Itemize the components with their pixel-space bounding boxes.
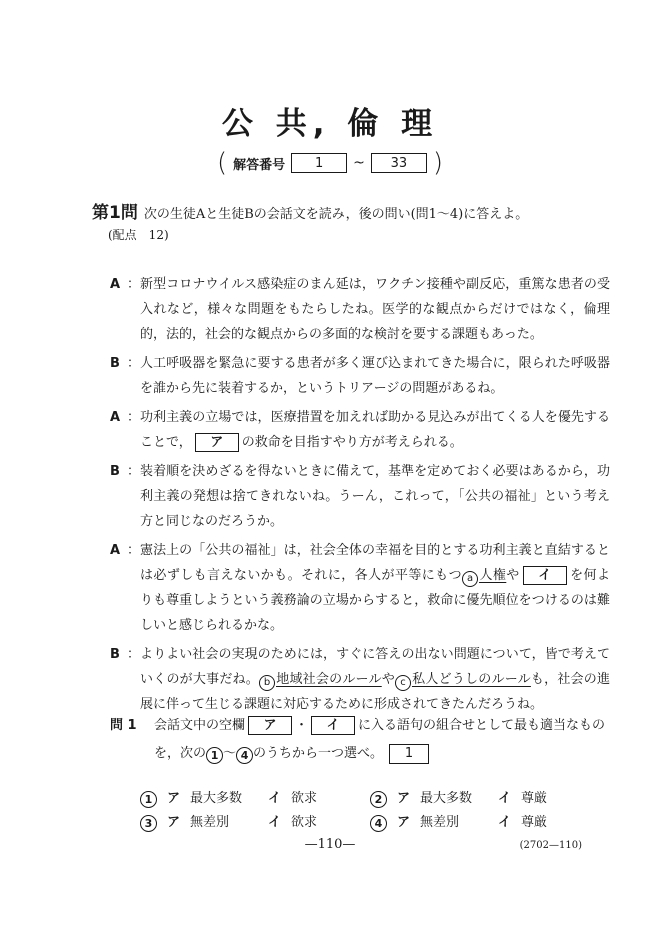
choice-label-i: イ — [498, 815, 512, 830]
choice-row — [140, 811, 580, 835]
sub-question-range-sep: ～ — [223, 746, 237, 761]
dialogue-text — [140, 538, 610, 638]
choice-label-a: ア — [167, 815, 181, 830]
choice-option[interactable] — [140, 811, 370, 835]
choice-value-i: 尊厳 — [521, 791, 548, 806]
choice-label-a: ア — [167, 791, 181, 806]
dialogue-text: 装着順を決めざるを得ないときに備えて，基準を定めておく必要はあるから，功利主義の発想は捨てきれないね。うーん，これって，「公共の福祉」という考え方と同じなのだろうか。 — [140, 464, 610, 529]
choice-option[interactable] — [140, 787, 370, 811]
choices — [140, 787, 580, 835]
sub-question-text-part: のうちから一つ選べ。 — [253, 746, 384, 761]
dialogue-line: A ： 憲法上の「公共の福祉」は，社会全体の幸福を目的とする功利主義と直結するとは必ずしも言えないかも。それに，各人が平等にもつ a 人権や イ を何よりも尊重しようという義務論の立場からすると，救命に優先順位をつけるのは難しいと感じられるかな。 — [110, 538, 610, 638]
choice-label-i: イ — [268, 791, 282, 806]
question-heading — [92, 202, 612, 226]
dialogue-text: 新型コロナウイルス感染症のまん延は，ワクチン接種や副反応，重篤な患者の受入れなど，様々な問題をもたらしたね。医学的な観点からだけではなく，倫理的，法的，社会的な観点からの多面的な検討を要する課題もあった。 — [140, 277, 610, 342]
question-instruction: 次の生徒Aと生徒Bの会話文を読み，後の問い(問1～4)に答えよ。 — [143, 207, 529, 222]
underlined-term: 私人どうしのルール — [411, 672, 531, 687]
dialogue-line: A ： 新型コロナウイルス感染症のまん延は，ワクチン接種や副反応，重篤な患者の受入れなど，様々な問題をもたらしたね。医学的な観点からだけではなく，倫理的，法的，社会的な観点からの多面的な検討を要する課題もあった。 — [110, 272, 610, 347]
dialogue-text-part: 憲法上の「公共の福祉」は，社会全体の幸福を目的とする功利主義と直結するとは必ずしも言えないかも。それに，各人が平等にもつ — [140, 543, 610, 583]
choice-option[interactable] — [370, 811, 600, 835]
choice-value-i: 欲求 — [291, 815, 318, 830]
dialogue-line: A ： 功利主義の立場では，医療措置を加えれば助かる見込みが出てくる人を優先することで， ア の救命を目指すやり方が考えられる。 — [110, 405, 610, 455]
sub-question-1 — [110, 712, 610, 768]
dialogue-text-part: 功利主義の立場では，医療措置を加えれば助かる見込みが出てくる人を優先することで， — [140, 410, 610, 450]
choice-value-a: 無差別 — [190, 815, 230, 830]
dialogue-text-part: の救命を目指すやり方が考えられる。 — [241, 435, 463, 450]
answer-range-end: 33 — [371, 153, 427, 173]
choice-value-a: 最大多数 — [190, 791, 243, 806]
speaker-label: B — [110, 464, 120, 479]
dialogue-line: B ： 装着順を決めざるを得ないときに備えて，基準を定めておく必要はあるから，功利主義の発想は捨てきれないね。うーん，これって，「公共の福祉」という考え方と同じなのだろうか。 — [110, 459, 610, 534]
choice-number: 1 — [140, 791, 157, 808]
choice-value-a: 無差別 — [420, 815, 460, 830]
dialogue-text: 人工呼吸器を緊急に要する患者が多く運び込まれてきた場合に，限られた呼吸器を誰から先に装着するか，というトリアージの問題があるね。 — [140, 356, 610, 396]
blank-box-i: イ — [523, 566, 567, 585]
open-paren-icon: ( — [216, 148, 228, 178]
answer-range-tilde: ~ — [353, 155, 365, 171]
answer-number-range — [0, 150, 660, 176]
blank-box-a: ア — [195, 433, 239, 452]
choice-value-a: 最大多数 — [420, 791, 473, 806]
choice-label-i: イ — [498, 791, 512, 806]
choice-label-a: ア — [397, 791, 411, 806]
choice-option[interactable] — [370, 787, 600, 811]
answer-number-box: 1 — [389, 744, 429, 764]
circled-letter-b: b — [259, 675, 275, 691]
circled-number: 1 — [206, 747, 223, 764]
close-paren-icon: ) — [432, 148, 444, 178]
sub-question-label: 問 1 — [110, 718, 137, 733]
sub-question-text-part: 会話文中の空欄 — [154, 718, 246, 733]
choice-row — [140, 787, 580, 811]
dialogue-text — [140, 642, 610, 717]
blank-box-i: イ — [311, 716, 355, 735]
circled-letter-a: a — [462, 571, 478, 587]
circled-letter-c: c — [395, 675, 411, 691]
underlined-term: 人権 — [479, 568, 507, 583]
answer-range-label: 解答番号 — [233, 157, 286, 173]
sub-question-separator: ・ — [295, 718, 309, 733]
choice-number: 3 — [140, 815, 157, 832]
dialogue-line: B ： 人工呼吸器を緊急に要する患者が多く運び込まれてきた場合に，限られた呼吸器を誰から先に装着するか，というトリアージの問題があるね。 — [110, 351, 610, 401]
dialogue-text-part: を何よりも尊重しようという義務論の立場からすると，救命に優先順位をつけるのは難しいと感じられるかな。 — [140, 568, 610, 633]
choice-label-i: イ — [268, 815, 282, 830]
dialogue-text-part: も，社会の進展に伴って生じる課題に対応するために形成されてきたんだろうね。 — [140, 672, 610, 712]
speaker-label: A — [110, 410, 121, 425]
choice-number: 4 — [370, 815, 387, 832]
choice-label-a: ア — [397, 815, 411, 830]
question-points: (配点 12) — [108, 228, 169, 242]
dialogue-line: B ： よりよい社会の実現のためには，すぐに答えの出ない問題について，皆で考えていくのが大事だね。 b 地域社会のルールや c 私人どうしのルールも，社会の進展に伴って生じる課題に対応するために形成されてきたんだろうね。 — [110, 642, 610, 717]
choice-number: 2 — [370, 791, 387, 808]
dialogue-text-part: や — [381, 672, 395, 687]
page-title: 公 共, 倫 理 — [221, 106, 439, 142]
choice-value-i: 欲求 — [291, 791, 318, 806]
question-number: 第1問 — [92, 203, 138, 223]
answer-range-start: 1 — [291, 153, 347, 173]
sub-question-text-part: に入る語句の組合せとして最も適当なものを，次の — [154, 718, 606, 761]
speaker-label: B — [110, 647, 120, 662]
choice-value-i: 尊厳 — [521, 815, 548, 830]
speaker-label: B — [110, 356, 120, 371]
sub-question-text — [154, 712, 610, 768]
exam-code: (2702—110) — [519, 840, 582, 851]
dialogue-text-part: や — [506, 568, 520, 583]
dialogue — [110, 272, 610, 721]
circled-number: 4 — [236, 747, 253, 764]
page-number: —110— — [304, 837, 356, 852]
speaker-label: A — [110, 543, 121, 558]
dialogue-text — [140, 405, 610, 455]
speaker-label: A — [110, 277, 121, 292]
blank-box-a: ア — [248, 716, 292, 735]
dialogue-text-part: よりよい社会の実現のためには，すぐに答えの出ない問題について，皆で考えていくのが大事だね。 — [140, 647, 610, 687]
underlined-term: 地域社会のルール — [276, 672, 382, 687]
